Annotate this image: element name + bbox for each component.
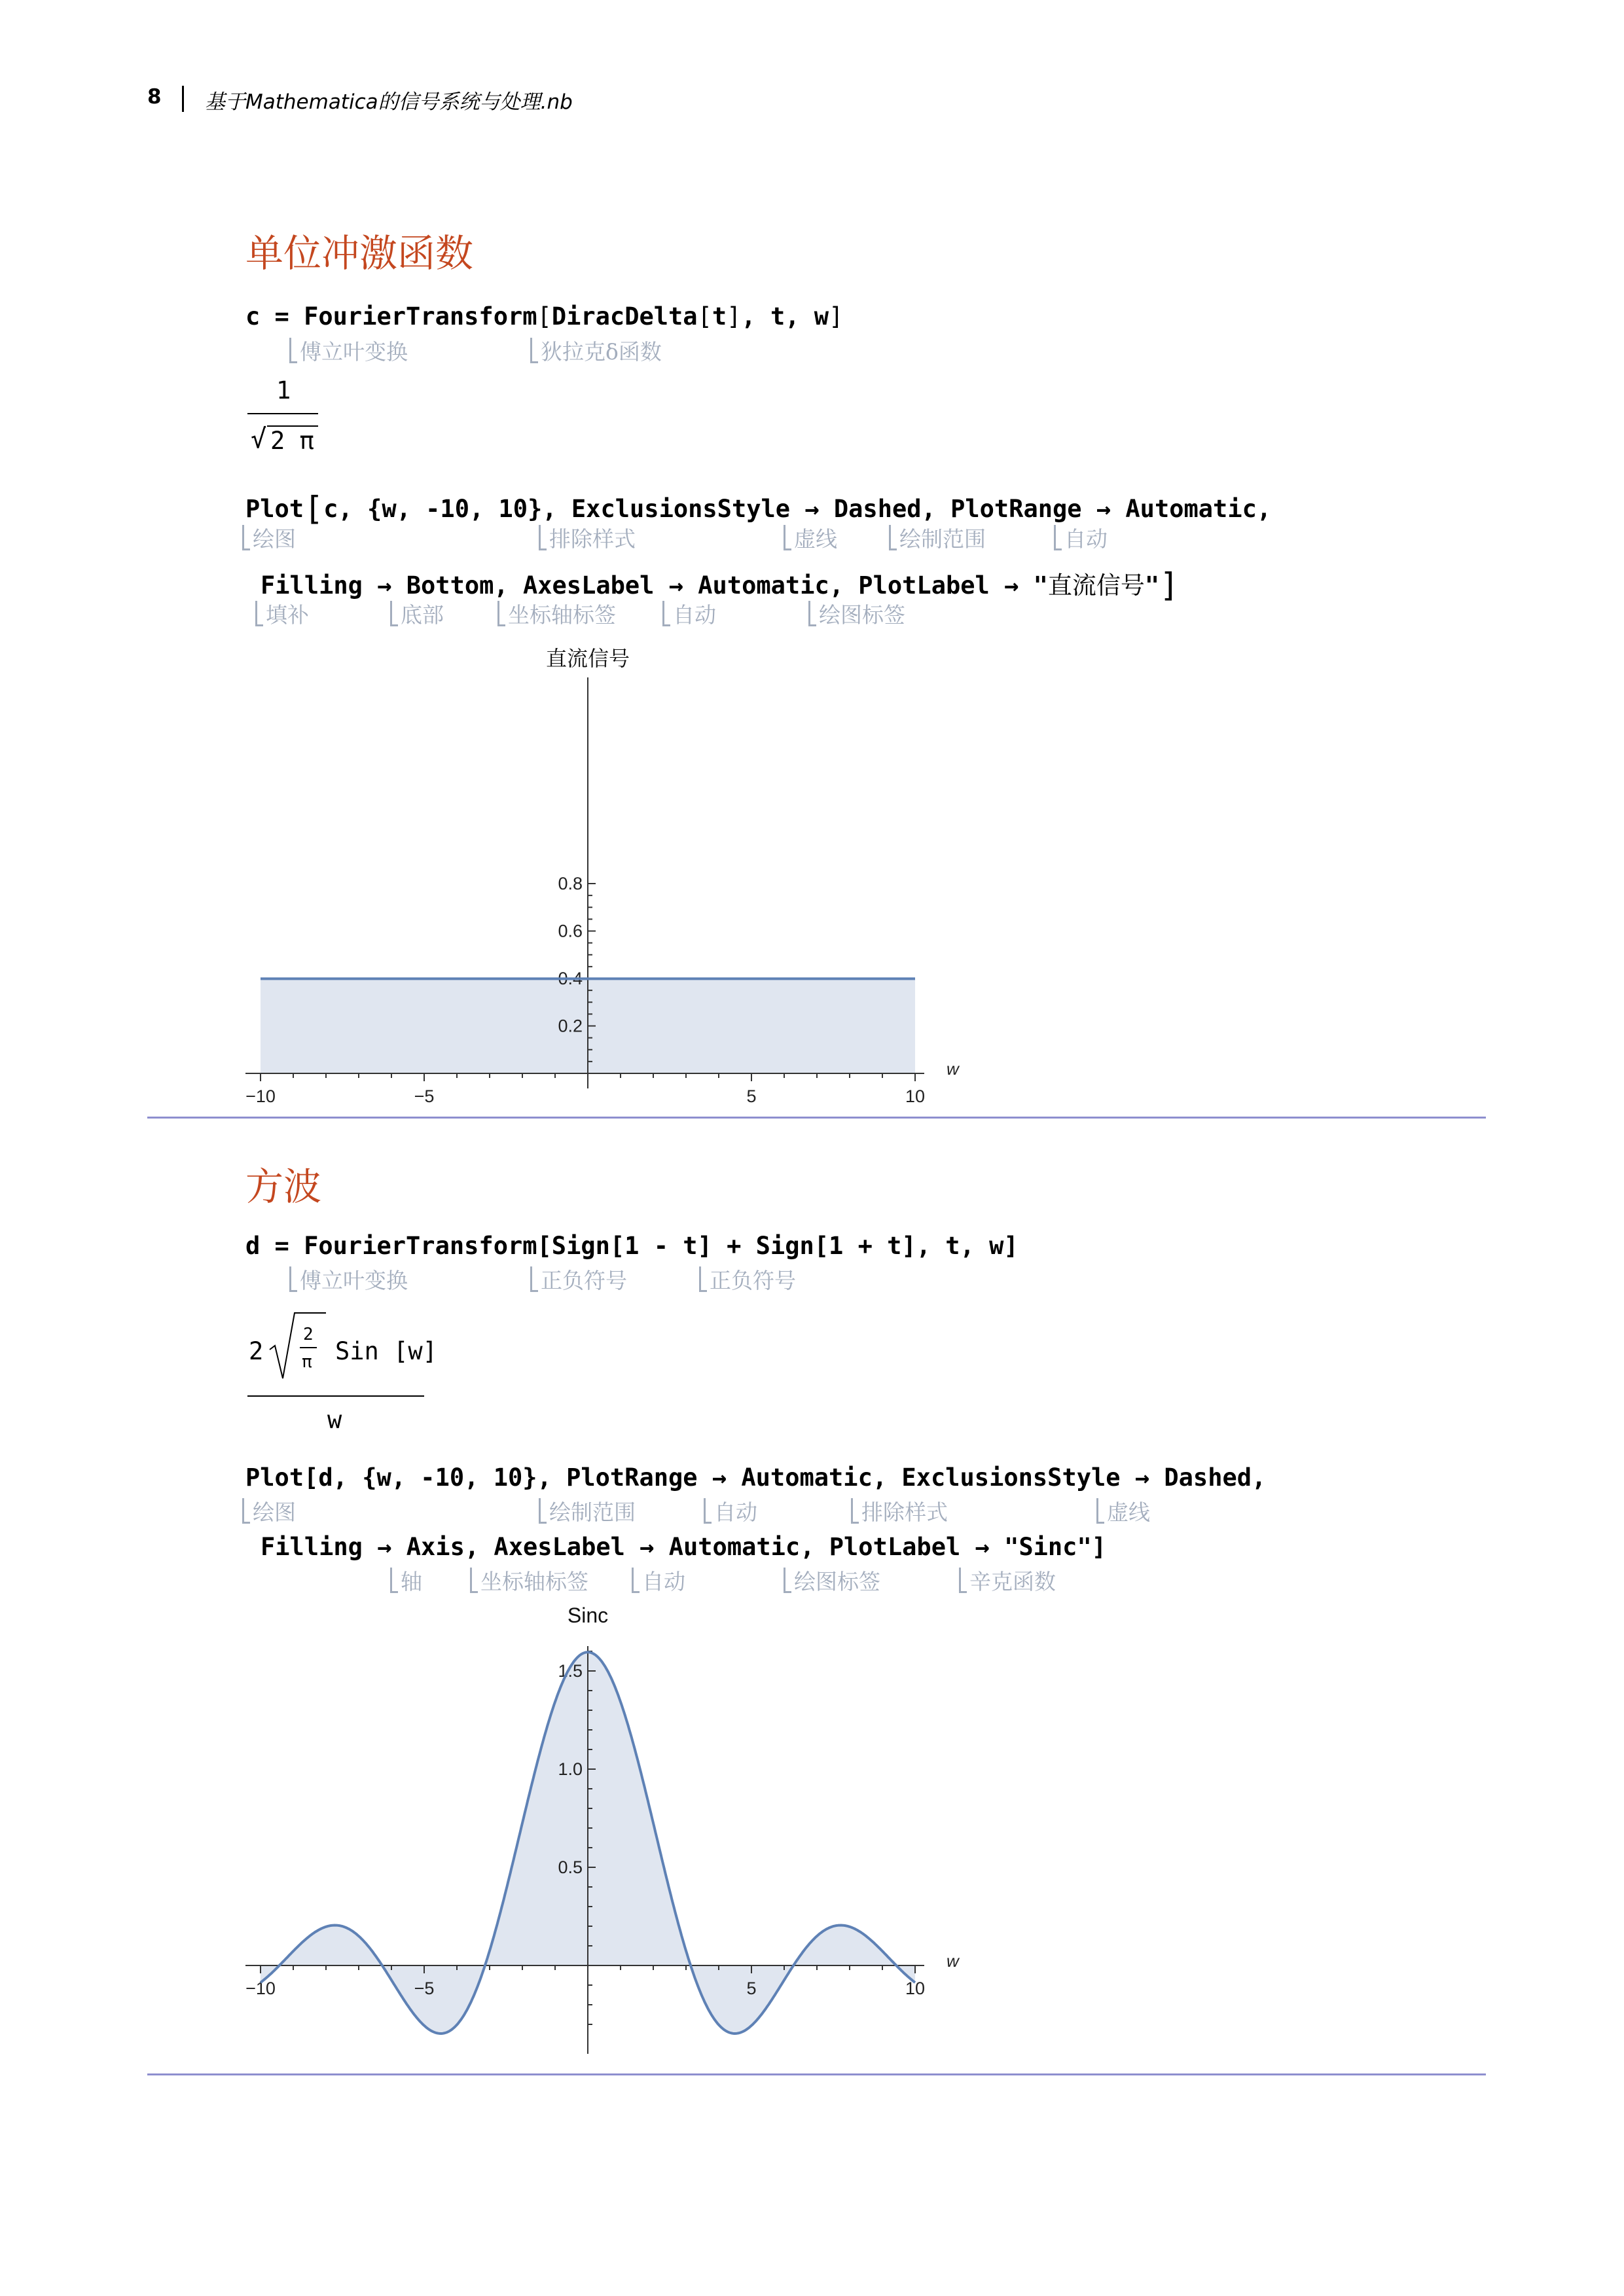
x-tick-label: −5 <box>414 1086 435 1106</box>
hint-plot-2: 绘图 <box>242 1496 296 1526</box>
y-tick-label: 0.4 <box>558 969 583 988</box>
hint-exclusionsstyle: 排除样式 <box>539 522 636 553</box>
hint-axeslabel: 坐标轴标签 <box>497 598 616 629</box>
section-title-impulse[interactable]: 单位冲激函数 <box>245 231 474 276</box>
hint-sign-2: 正负符号 <box>699 1264 796 1295</box>
input-cell-fourier-delta[interactable]: c = FourierTransform[DiracDelta[t], t, w] <box>245 302 844 331</box>
hint-fouriertransform-2: 傅立叶变换 <box>289 1264 408 1295</box>
inner-fraction-bar <box>300 1347 317 1348</box>
y-tick-label: 0.5 <box>558 1857 583 1877</box>
plot-sinc[interactable] <box>236 1600 995 2065</box>
output-denominator: w <box>327 1406 342 1434</box>
cell-bracket-rule <box>147 2073 1486 2075</box>
fraction-denominator: π <box>302 1352 312 1372</box>
fraction-bar <box>247 413 318 414</box>
hint-sinc: 辛克函数 <box>959 1565 1056 1596</box>
input-cell-fourier-sign[interactable]: d = FourierTransform[Sign[1 - t] + Sign[1 + t], t, w] <box>245 1232 1019 1260</box>
plot-title: 直流信号 <box>545 647 630 670</box>
function-plot[interactable]: Plot <box>245 495 304 523</box>
x-tick-label: 5 <box>746 1086 757 1106</box>
x-axis-label: w <box>947 1059 959 1079</box>
input-cell-plot-dc[interactable]: Plot[c, {w, -10, 10}, ExclusionsStyle → Dashed, PlotRange → Automatic, <box>245 490 1272 528</box>
output-numerator: 1 <box>276 376 291 404</box>
page-number: 8 <box>147 85 162 109</box>
x-tick-label: 10 <box>905 1086 926 1106</box>
output-coefficient: 2 <box>249 1337 264 1365</box>
radicand: 2 π <box>270 427 314 455</box>
y-tick-label: 0.6 <box>558 921 583 941</box>
hint-dashed: 虚线 <box>784 522 837 553</box>
function-fouriertransform[interactable]: FourierTransform <box>304 302 537 331</box>
input-lhs: c = <box>245 302 304 331</box>
plot-dc-signal[interactable] <box>236 638 995 1109</box>
hint-plotrange-2: 绘制范围 <box>539 1496 636 1526</box>
hint-diracdelta: 狄拉克δ函数 <box>530 335 662 366</box>
input-cell-plot-dc-line2[interactable]: Filling → Bottom, AxesLabel → Automatic, PlotLabel → "直流信号"] <box>261 566 1180 604</box>
x-axis-label: w <box>947 1951 959 1971</box>
x-tick-label: −10 <box>245 1086 276 1106</box>
hint-plotlabel: 绘图标签 <box>808 598 905 629</box>
radical-sign: √ <box>251 424 267 454</box>
notebook-title: 基于Mathematica的信号系统与处理.nb <box>205 90 573 114</box>
hint-exclusionsstyle-2: 排除样式 <box>851 1496 948 1526</box>
hint-filling: 填补 <box>255 598 309 629</box>
fraction-numerator: 2 <box>303 1325 314 1344</box>
section-title-square-wave[interactable]: 方波 <box>245 1164 322 1209</box>
fraction-bar <box>247 1395 424 1397</box>
output-sin: Sin [w] <box>335 1337 437 1365</box>
x-tick-label: 10 <box>905 1979 926 1998</box>
hint-automatic-3: 自动 <box>704 1496 757 1526</box>
y-tick-label: 0.2 <box>558 1016 583 1036</box>
y-tick-label: 1.5 <box>558 1661 583 1681</box>
hint-plotlabel-2: 绘图标签 <box>784 1565 880 1596</box>
hint-plotrange: 绘制范围 <box>889 522 986 553</box>
plot-title: Sinc <box>567 1604 609 1627</box>
hint-automatic-2: 自动 <box>662 598 716 629</box>
cell-bracket-rule <box>147 1117 1486 1119</box>
hint-dashed-2: 虚线 <box>1096 1496 1150 1526</box>
radical-sign <box>268 1309 327 1384</box>
input-cell-plot-sinc[interactable]: Plot[d, {w, -10, 10}, PlotRange → Automatic, ExclusionsStyle → Dashed, <box>245 1463 1267 1492</box>
y-tick-label: 1.0 <box>558 1759 583 1779</box>
hint-automatic-4: 自动 <box>632 1565 685 1596</box>
input-cell-plot-sinc-line2[interactable]: Filling → Axis, AxesLabel → Automatic, PlotLabel → "Sinc"] <box>261 1533 1107 1561</box>
hint-axeslabel-2: 坐标轴标签 <box>470 1565 588 1596</box>
header-divider <box>182 86 184 112</box>
x-tick-label: 5 <box>746 1979 757 1998</box>
hint-axis: 轴 <box>390 1565 422 1596</box>
x-tick-label: −5 <box>414 1979 435 1998</box>
hint-plot: 绘图 <box>242 522 296 553</box>
hint-fouriertransform: 傅立叶变换 <box>289 335 408 366</box>
hint-automatic: 自动 <box>1054 522 1108 553</box>
x-tick-label: −10 <box>245 1979 276 1998</box>
y-tick-label: 0.8 <box>558 874 583 893</box>
hint-sign-1: 正负符号 <box>530 1264 627 1295</box>
hint-bottom: 底部 <box>390 598 444 629</box>
function-diracdelta[interactable]: DiracDelta <box>551 302 698 331</box>
